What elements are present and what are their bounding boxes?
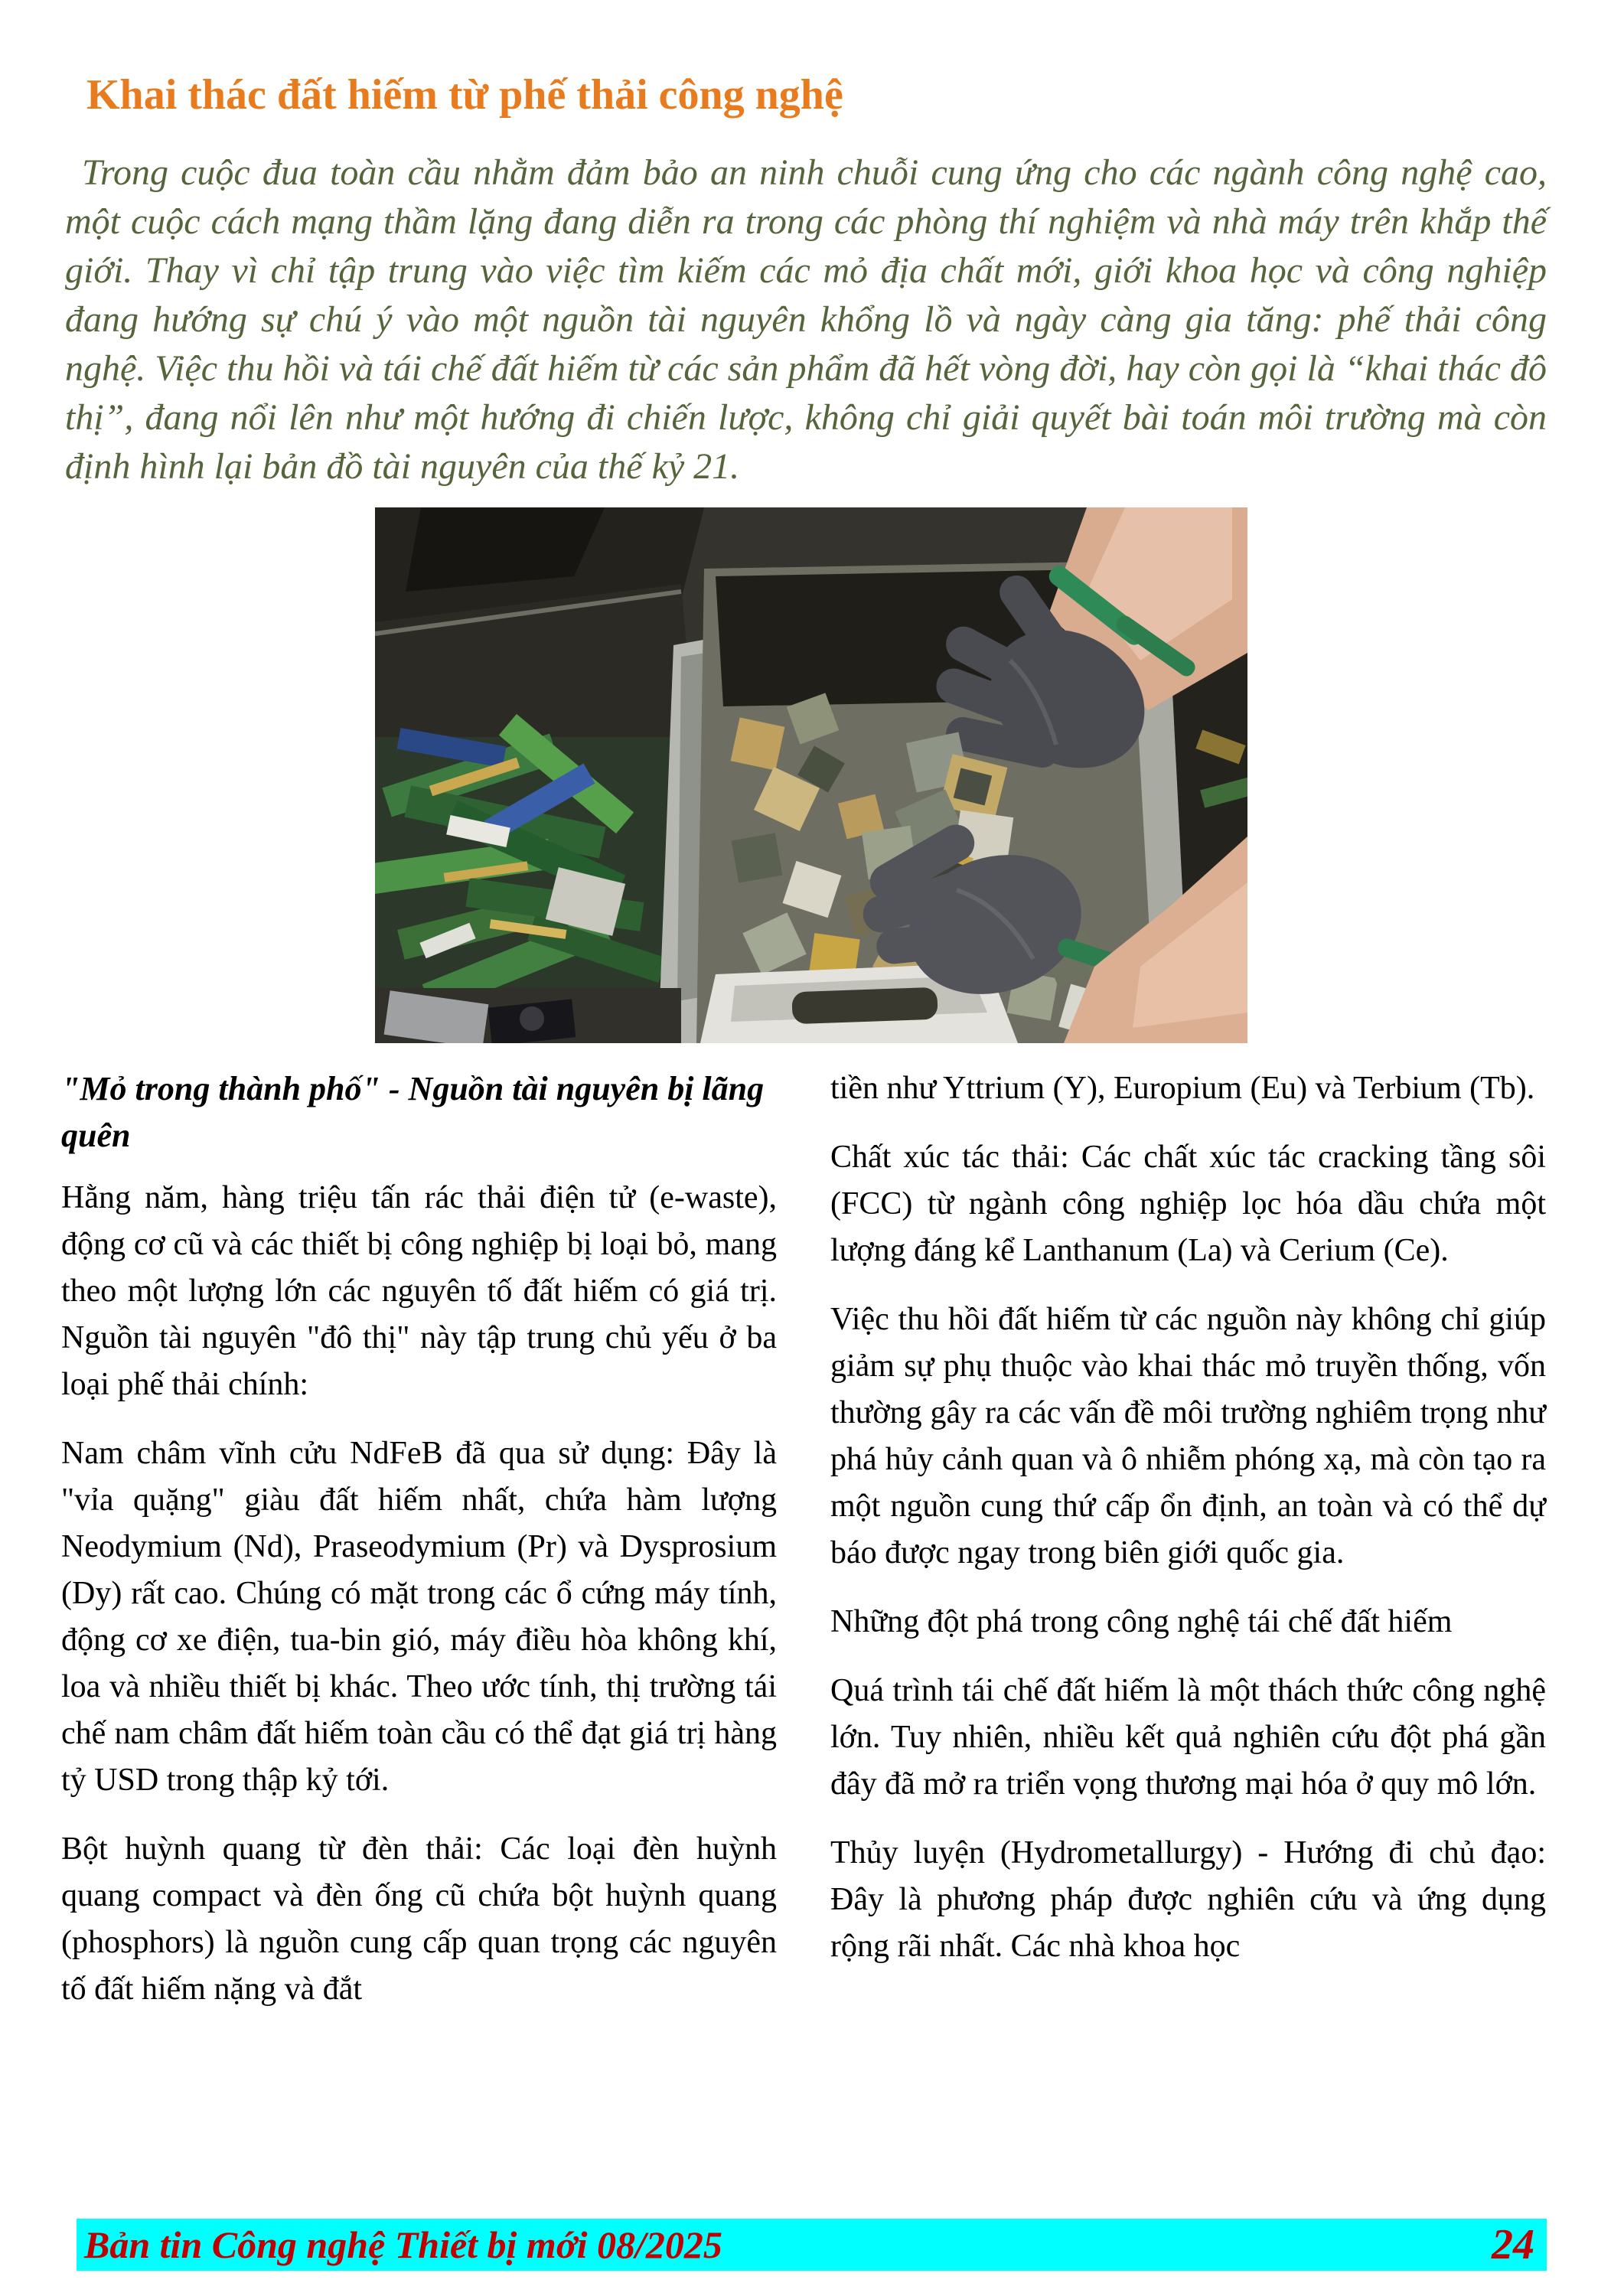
ewaste-photo [375, 507, 1247, 1043]
intro-paragraph: Trong cuộc đua toàn cầu nhằm đảm bảo an ninh chuỗi cung ứng cho các ngành công nghệ cao, một cuộc cách mạng thầm lặng đang diễn ra trong các phòng thí nghiệm và nhà máy trên khắp thế giới. Thay vì chỉ tập trung vào việc tìm kiếm các mỏ địa chất mới, giới khoa học và công nghiệp đang hướng sự chú ý vào một nguồn tài nguyên khổng lồ và ngày càng gia tăng: phế thải công nghệ. Việc thu hồi và tái chế đất hiếm từ các sản phẩm đã hết vòng đời, hay còn gọi là “khai thác đô thị”, đang nổi lên như một hướng đi chiến lược, không chỉ giải quyết bài toán môi trường mà còn định hình lại bản đồ tài nguyên của thế kỷ 21. [65, 152, 1547, 487]
article-title: Khai thác đất hiếm từ phế thải công nghệ [86, 71, 843, 119]
paragraph: Thủy luyện (Hydrometallurgy) - Hướng đi chủ đạo: Đây là phương pháp được nghiên cứu và ứng dụng rộng rãi nhất. Các nhà khoa học [830, 1835, 1546, 1964]
footer-newsletter-title: Bản tin Công nghệ Thiết bị mới 08/2025 [84, 2223, 722, 2266]
paragraph: Chất xúc tác thải: Các chất xúc tác cracking tầng sôi (FCC) từ ngành công nghiệp lọc hóa dầu chứa một lượng đáng kể Lanthanum (La) và Cerium (Ce). [830, 1140, 1546, 1268]
left-column [61, 1065, 777, 2035]
article-columns [61, 1065, 1546, 2035]
paragraph: tiền như Yttrium (Y), Europium (Eu) và Terbium (Tb). [830, 1071, 1535, 1106]
footer-bar [77, 2219, 1547, 2271]
section-heading: "Mỏ trong thành phố" - Nguồn tài nguyên bị lãng quên [61, 1070, 765, 1154]
paragraph: Hằng năm, hàng triệu tấn rác thải điện tử (e-waste), động cơ cũ và các thiết bị công nghiệp bị loại bỏ, mang theo một lượng lớn các nguyên tố đất hiếm có giá trị. Nguồn tài nguyên "đô thị" này tập trung chủ yếu ở ba loại phế thải chính: [61, 1180, 777, 1402]
paragraph: Những đột phá trong công nghệ tái chế đất hiếm [830, 1604, 1453, 1639]
paragraph: Quá trình tái chế đất hiếm là một thách thức công nghệ lớn. Tuy nhiên, nhiều kết quả nghiên cứu đột phá gần đây đã mở ra triển vọng thương mại hóa ở quy mô lớn. [830, 1673, 1546, 1802]
paragraph: Việc thu hồi đất hiếm từ các nguồn này không chỉ giúp giảm sự phụ thuộc vào khai thác mỏ truyền thống, vốn thường gây ra các vấn đề môi trường nghiêm trọng như phá hủy cảnh quan và ô nhiễm phóng xạ, mà còn tạo ra một nguồn cung thứ cấp ổn định, an toàn và có thể dự báo được ngay trong biên giới quốc gia. [830, 1302, 1546, 1570]
footer-page-number: 24 [1492, 2221, 1534, 2268]
right-column [830, 1065, 1546, 2035]
paragraph: Nam châm vĩnh cửu NdFeB đã qua sử dụng: Đây là "vỉa quặng" giàu đất hiếm nhất, chứa hàm lượng Neodymium (Nd), Praseodymium (Pr) và Dysprosium (Dy) rất cao. Chúng có mặt trong các ổ cứng máy tính, động cơ xe điện, tua-bin gió, máy điều hòa không khí, loa và nhiều thiết bị khác. Theo ước tính, thị trường tái chế nam châm đất hiếm toàn cầu có thể đạt giá trị hàng tỷ USD trong thập kỷ tới. [61, 1436, 777, 1798]
paragraph: Bột huỳnh quang từ đèn thải: Các loại đèn huỳnh quang compact và đèn ống cũ chứa bột huỳnh quang (phosphors) là nguồn cung cấp quan trọng các nguyên tố đất hiếm nặng và đắt [61, 1831, 777, 2007]
